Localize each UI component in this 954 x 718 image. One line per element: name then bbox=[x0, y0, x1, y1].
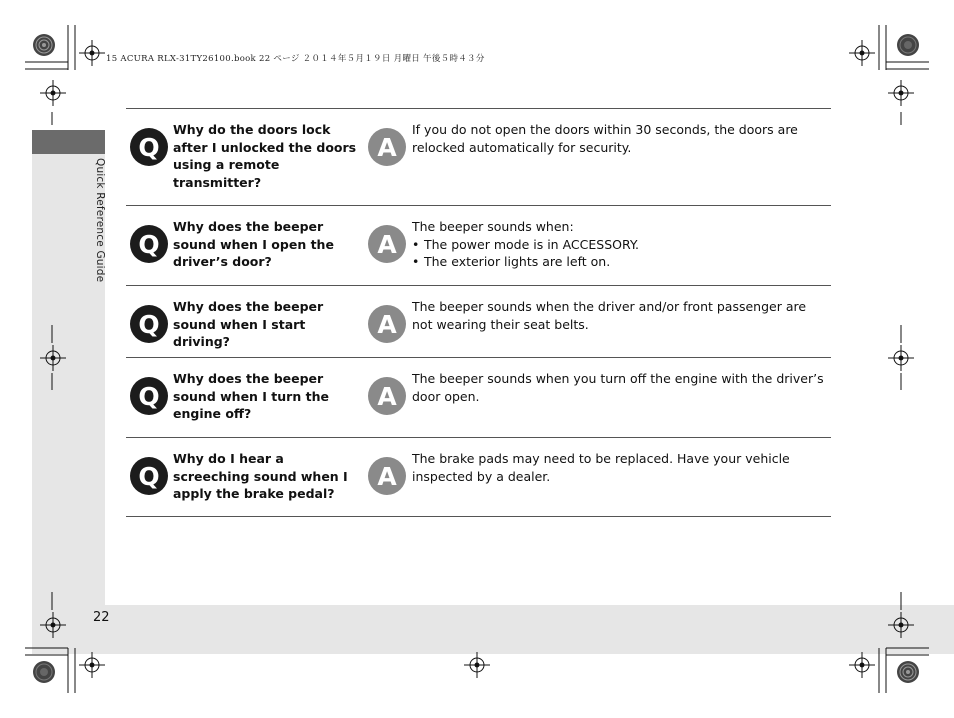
faq-row bbox=[126, 357, 831, 437]
answer-text: The beeper sounds when you turn off the engine with the driver’s door open. bbox=[412, 371, 824, 404]
answer-badge-icon: A bbox=[368, 128, 406, 166]
faq-list bbox=[126, 108, 831, 517]
section-label: Quick Reference Guide bbox=[94, 158, 106, 283]
question-badge-icon: Q bbox=[130, 305, 168, 343]
answer-bullet: • The power mode is in ACCESSORY. bbox=[412, 236, 827, 254]
faq-answer bbox=[412, 298, 827, 333]
answer-text: The beeper sounds when the driver and/or front passenger are not wearing their seat belts. bbox=[412, 299, 807, 332]
answer-badge-icon: A bbox=[368, 377, 406, 415]
answer-bullet-list bbox=[412, 236, 827, 271]
answer-text: If you do not open the doors within 30 seconds, the doors are relocked automatically for security. bbox=[412, 122, 798, 155]
faq-question: Why do the doors lock after I unlocked the doors using a remote transmitter? bbox=[173, 122, 357, 190]
faq-answer bbox=[412, 218, 827, 271]
answer-badge-icon: A bbox=[368, 225, 406, 263]
print-header: 15 ACURA RLX-31TY26100.book 22 ページ ２０１４年５月１９日 月曜日 午後５時４３分 bbox=[106, 54, 485, 64]
answer-text: The beeper sounds when: bbox=[412, 219, 574, 234]
faq-answer bbox=[412, 370, 827, 405]
faq-question: Why does the beeper sound when I open the driver’s door? bbox=[173, 219, 334, 269]
faq-row bbox=[126, 285, 831, 357]
answer-text: The brake pads may need to be replaced. Have your vehicle inspected by a dealer. bbox=[412, 451, 790, 484]
question-badge-icon: Q bbox=[130, 377, 168, 415]
faq-answer bbox=[412, 121, 827, 156]
faq-row bbox=[126, 437, 831, 517]
faq-answer bbox=[412, 450, 827, 485]
question-badge-icon: Q bbox=[130, 457, 168, 495]
faq-question: Why does the beeper sound when I start driving? bbox=[173, 299, 324, 349]
page-number: 22 bbox=[93, 610, 110, 625]
answer-badge-icon: A bbox=[368, 457, 406, 495]
faq-row bbox=[126, 205, 831, 285]
question-badge-icon: Q bbox=[130, 225, 168, 263]
answer-bullet: • The exterior lights are left on. bbox=[412, 253, 827, 271]
question-badge-icon: Q bbox=[130, 128, 168, 166]
faq-row bbox=[126, 108, 831, 205]
answer-badge-icon: A bbox=[368, 305, 406, 343]
faq-question: Why does the beeper sound when I turn the engine off? bbox=[173, 371, 329, 421]
faq-question: Why do I hear a screeching sound when I apply the brake pedal? bbox=[173, 451, 348, 501]
